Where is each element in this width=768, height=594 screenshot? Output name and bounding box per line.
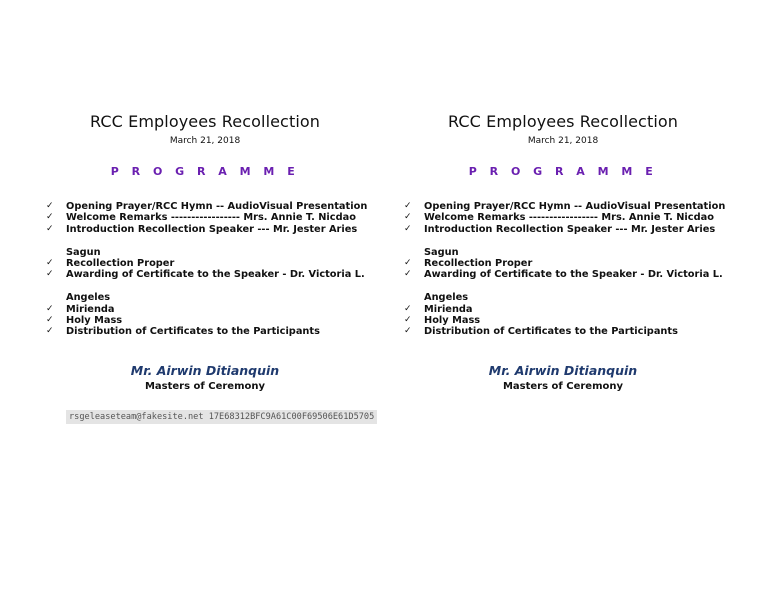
checkmark-icon: ✓: [404, 326, 412, 337]
list-item: [404, 304, 744, 315]
master-of-ceremony-name: Mr. Airwin Ditianquin: [488, 363, 638, 378]
item-text: Welcome Remarks ----------------- Mrs. Annie T. Nicdao: [66, 212, 356, 224]
item-text: Recollection Proper: [66, 257, 175, 269]
list-item: [46, 224, 386, 235]
list-item: [46, 269, 386, 280]
checkmark-icon: ✓: [46, 201, 54, 211]
checkmark-icon: ✓: [46, 257, 54, 268]
list-item: [46, 292, 386, 303]
list-item: [46, 304, 386, 315]
event-date: March 21, 2018: [169, 136, 241, 146]
programme-list: [404, 201, 744, 338]
checkmark-icon: ✓: [404, 223, 412, 234]
item-text: Opening Prayer/RCC Hymn -- AudioVisual Presentation: [66, 201, 368, 212]
item-text: Opening Prayer/RCC Hymn -- AudioVisual Presentation: [424, 201, 726, 212]
item-text: Distribution of Certificates to the Participants: [66, 326, 320, 338]
checkmark-icon: ✓: [404, 269, 412, 280]
list-item: [404, 292, 744, 303]
list-item: [46, 201, 386, 212]
checkmark-icon: ✓: [46, 326, 54, 337]
list-item: [46, 258, 386, 269]
list-item: [46, 315, 386, 326]
card-title: RCC Employees Recollection: [447, 112, 679, 131]
item-text: Holy Mass: [424, 314, 481, 326]
checkmark-icon: ✓: [404, 257, 412, 268]
list-item: [404, 212, 744, 223]
list-item: [404, 269, 744, 280]
checkmark-icon: ✓: [404, 314, 412, 325]
list-item: [404, 315, 744, 326]
programme-heading: P R O G R A M M E: [468, 165, 658, 178]
item-text: Awarding of Certificate to the Speaker - Dr. Victoria L.: [424, 269, 723, 281]
list-item: [404, 247, 744, 258]
item-text: Introduction Recollection Speaker --- Mr. Jester Aries: [66, 223, 358, 235]
document-id-stamp: rsgeleaseteam@fakesite.net 17E68312BFC9A61C00F69506E61D5705: [66, 410, 377, 424]
item-text: Distribution of Certificates to the Participants: [424, 326, 678, 338]
list-item: [404, 326, 744, 337]
master-of-ceremony-name: Mr. Airwin Ditianquin: [130, 363, 280, 378]
list-item: [404, 258, 744, 269]
checkmark-icon: ✓: [46, 269, 54, 280]
item-text: Angeles: [424, 292, 469, 304]
item-text: Holy Mass: [66, 314, 123, 326]
left-programme-card: [0, 0, 380, 594]
item-text: Awarding of Certificate to the Speaker - Dr. Victoria L.: [66, 269, 365, 281]
list-item: [46, 326, 386, 337]
list-item: [404, 201, 744, 212]
checkmark-icon: ✓: [404, 212, 412, 223]
card-title: RCC Employees Recollection: [89, 112, 321, 131]
list-item: [46, 247, 386, 258]
item-text: Angeles: [66, 292, 111, 304]
checkmark-icon: ✓: [46, 212, 54, 223]
checkmark-icon: ✓: [46, 303, 54, 314]
master-of-ceremony-role: Masters of Ceremony: [144, 381, 266, 392]
event-date: March 21, 2018: [527, 136, 599, 146]
checkmark-icon: ✓: [404, 303, 412, 314]
checkmark-icon: ✓: [404, 201, 412, 211]
right-programme-card: [358, 0, 738, 594]
item-text: Sagun: [66, 246, 101, 258]
item-text: Introduction Recollection Speaker --- Mr. Jester Aries: [424, 223, 716, 235]
master-of-ceremony-role: Masters of Ceremony: [502, 381, 624, 392]
item-text: Mirienda: [424, 303, 473, 315]
item-text: Mirienda: [66, 303, 115, 315]
list-item: [404, 224, 744, 235]
list-item: [46, 212, 386, 223]
item-text: Sagun: [424, 246, 459, 258]
programme-list: [46, 201, 386, 338]
checkmark-icon: ✓: [46, 314, 54, 325]
programme-heading: P R O G R A M M E: [110, 165, 300, 178]
item-text: Recollection Proper: [424, 257, 533, 269]
item-text: Welcome Remarks ----------------- Mrs. Annie T. Nicdao: [424, 212, 714, 224]
checkmark-icon: ✓: [46, 223, 54, 234]
